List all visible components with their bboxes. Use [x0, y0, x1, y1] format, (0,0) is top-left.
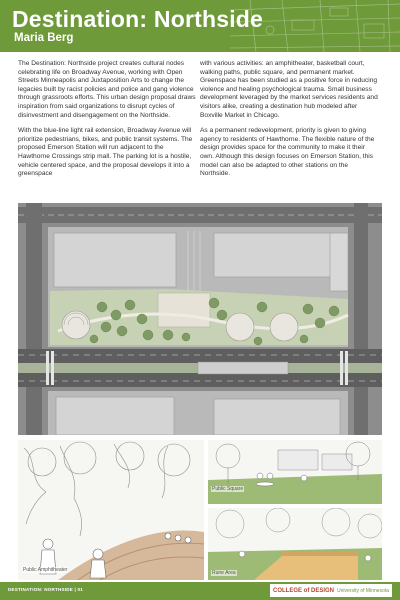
footer-page-label: DESTINATION: NORTHSIDE | 01 — [8, 587, 84, 592]
site-plan-drawing — [18, 203, 382, 435]
text-column-right — [200, 60, 378, 186]
logo-sub-text: University of Minnesota — [337, 587, 389, 594]
author-name: Maria Berg — [14, 32, 74, 44]
rune-area-rendering — [208, 508, 382, 580]
public-square-caption: Public Square — [212, 486, 244, 492]
paragraph: The Destination: Northside project creates cultural nodes celebrating life on Broadway Avenue, working with Open Streets Minneapolis and Juxtaposition Arts to change the legacies built by racist policies and police and gang violence through grassroots efforts. This urban design proposal draws inspiration from said organizations to disrupt cycles of disinvestment and disengagement on the Northside. — [18, 60, 196, 119]
amphitheater-sketch — [18, 440, 204, 580]
paragraph: With the blue-line light rail extension, Broadway Avenue will prioritize pedestrians, bikes, and public transit systems. The proposed Emerson Station will run adjacent to the Hawthorne Crossings strip mall. The parking lot is a hostile, vehicle centered space, and the proposal develops it into a greenspace — [18, 127, 193, 178]
amphitheater-rendering — [18, 440, 204, 580]
public-square-rendering — [208, 440, 382, 504]
header-banner — [0, 0, 400, 52]
paragraph: with various activities: an amphitheater, basketball court, walking paths, public square, and permanent market. Greenspace has been studied as a positive force in reducing violence and healing psychological trauma. Small business development leveraged by the market services residents and visitors alike, creating a destination hub modeled after Boxville Market in Chicago. — [200, 60, 378, 119]
site-plan-image — [18, 203, 382, 435]
page-title: Destination: Northside — [12, 6, 264, 32]
college-logo — [270, 584, 392, 597]
paragraph: As a permanent redevelopment, priority is given to giving agency to residents of Hawthorne. The flexible nature of the design provides space for the community to make it their own. Although this design focuses on Emerson Station, this model can also be adapted to other stations on the Northside. — [200, 127, 375, 178]
amphitheater-caption: Public Amphitheater — [23, 567, 68, 573]
public-square-sketch — [208, 440, 382, 504]
footer-bar — [0, 582, 400, 600]
rune-area-caption: Rune Area — [212, 570, 236, 576]
text-column-left — [18, 60, 196, 186]
logo-main-text: COLLEGE of DESIGN — [273, 587, 335, 594]
